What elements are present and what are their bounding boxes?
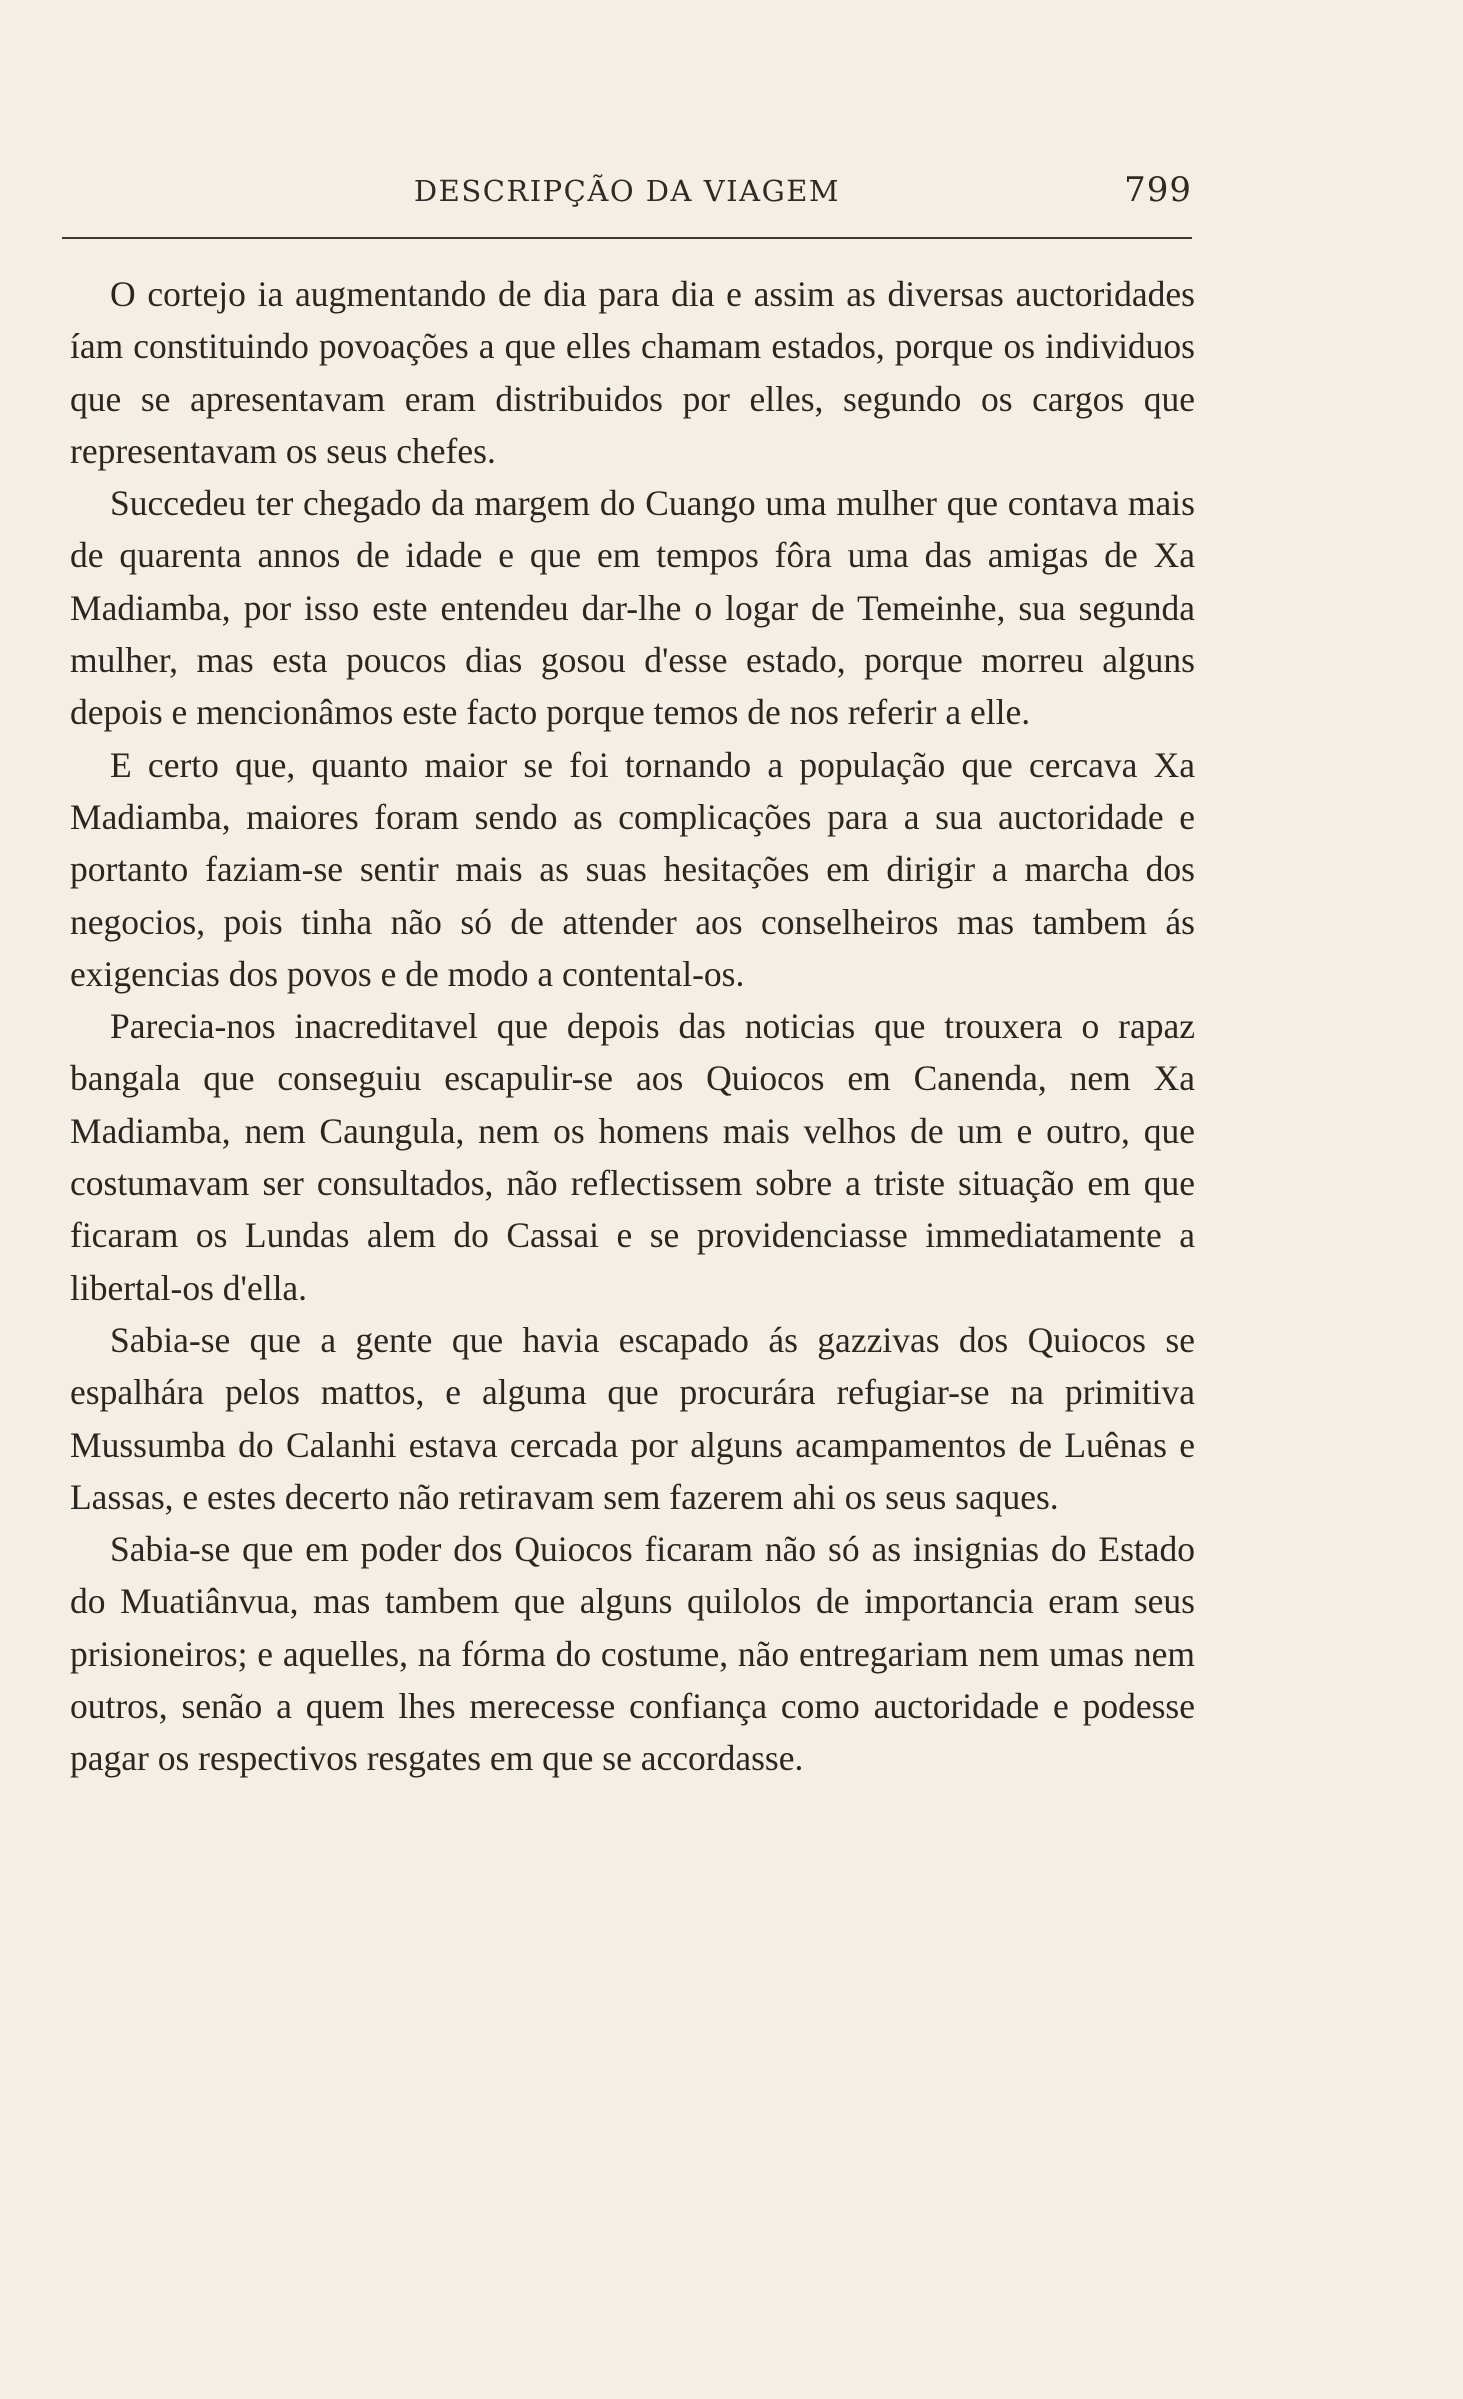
paragraph: O cortejo ia augmentando de dia para dia e assim as diversas auctoridades íam constituindo povoações a que elles chamam estados, porque os individuos que se apresentavam eram distribuidos por elles, segundo os cargos que representavam os seus chefes. (70, 274, 1195, 471)
paragraph: E certo que, quanto maior se foi tornando a população que cercava Xa Madiamba, maiores foram sendo as complicações para a sua auctoridade e portanto faziam-se sentir mais as suas hesitações em dirigir a marcha dos negocios, pois tinha não só de attender aos conselheiros mas tambem ás exigencias dos povos e de modo a contental-os. (70, 744, 1195, 994)
running-title: DESCRIPÇÃO DA VIAGEM (413, 174, 841, 208)
page-header (62, 170, 1192, 220)
paragraph: Sabia-se que em poder dos Quiocos ficaram não só as insignias do Estado do Muatiânvua, mas tambem que alguns quilolos de importancia eram seus prisioneiros; e aquelles, na fórma do costume, não entregariam nem umas nem outros, senão a quem lhes merecesse confiança como auctoridade e podesse pagar os respectivos resgates em que se accordasse. (70, 1529, 1195, 1779)
paragraph: Parecia-nos inacreditavel que depois das noticias que trouxera o rapaz bangala que conseguiu escapulir-se aos Quiocos em Canenda, nem Xa Madiamba, nem Caungula, nem os homens mais velhos de um e outro, que costumavam ser consultados, não reflectissem sobre a triste situação em que ficaram os Lundas alem do Cassai e se providenciasse immediatamente a libertal-os d'ella. (70, 1006, 1195, 1308)
page-number: 799 (1124, 170, 1192, 210)
paragraph: Succedeu ter chegado da margem do Cuango uma mulher que contava mais de quarenta annos de idade e que em tempos fôra uma das amigas de Xa Madiamba, por isso este entendeu dar-lhe o logar de Temeinhe, sua segunda mulher, mas esta poucos dias gosou d'esse estado, porque morreu alguns depois e mencionâmos este facto porque temos de nos referir a elle. (70, 483, 1195, 733)
body-text (70, 268, 1195, 1785)
paragraph: Sabia-se que a gente que havia escapado ás gazzivas dos Quiocos se espalhára pelos mattos, e alguma que procurára refugiar-se na primitiva Mussumba do Calanhi estava cercada por alguns acampamentos de Luênas e Lassas, e estes decerto não retiravam sem fazerem ahi os seus saques. (70, 1319, 1195, 1517)
header-rule (62, 237, 1192, 239)
